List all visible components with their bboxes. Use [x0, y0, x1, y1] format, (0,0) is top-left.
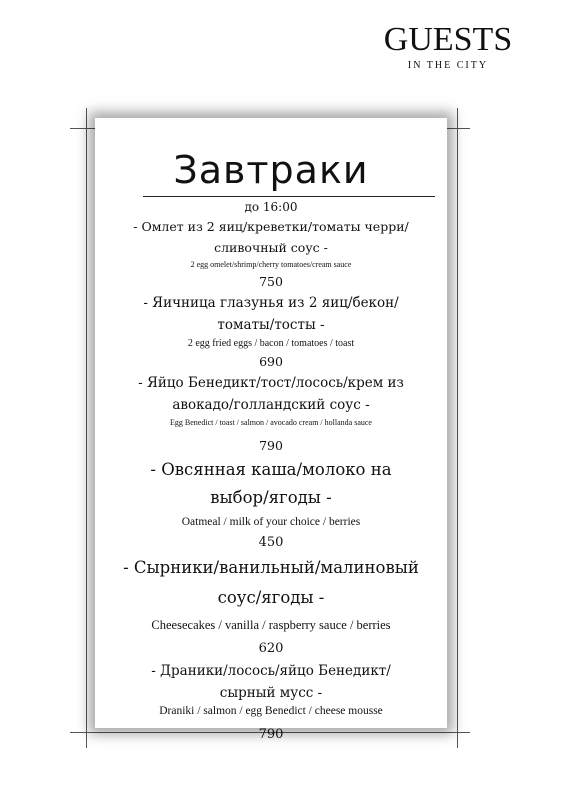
availability-time: до 16:00 — [244, 200, 298, 214]
item-name-ru-cont: сырный мусс - — [219, 685, 323, 701]
item-name-ru: - Яичница глазунья из 2 яиц/бекон/ — [143, 295, 399, 311]
item-name-ru: - Сырники/ванильный/малиновый — [123, 558, 419, 577]
menu-title: Завтраки — [173, 148, 369, 192]
menu-item — [95, 216, 447, 292]
brand-logo — [373, 22, 523, 71]
item-name-en: Draniki / salmon / egg Benedict / cheese mousse — [159, 705, 383, 717]
item-name-ru-cont: сливочный соус - — [214, 240, 328, 255]
item-name-ru: - Омлет из 2 яиц/креветки/томаты черри/ — [133, 219, 409, 234]
frame-line-right — [457, 108, 458, 748]
item-name-en: Cheesecakes / vanilla / raspberry sauce / berries — [151, 618, 391, 632]
item-name-ru: - Овсянная каша/молоко на — [150, 460, 392, 479]
item-price: 450 — [258, 535, 284, 550]
item-name-ru: - Драники/лосось/яйцо Бенедикт/ — [151, 663, 391, 679]
menu-item — [95, 660, 447, 746]
menu-item — [95, 456, 447, 554]
item-price: 790 — [259, 438, 283, 453]
menu-item — [95, 292, 447, 372]
item-name-ru-cont: выбор/ягоды - — [210, 488, 332, 507]
item-name-ru-cont: соус/ягоды - — [217, 588, 325, 607]
item-name-ru-cont: авокадо/голландский соус - — [172, 397, 370, 413]
item-price: 620 — [258, 641, 284, 656]
item-name-ru-cont: томаты/тосты - — [217, 317, 325, 333]
brand-tagline: IN THE CITY — [407, 60, 489, 71]
title-underline — [143, 196, 435, 197]
brand-name: GUESTS — [383, 21, 513, 58]
item-name-en: 2 egg omelet/shrimp/cherry tomatoes/cream sauce — [190, 260, 352, 269]
menu-item — [95, 372, 447, 456]
menu-list — [95, 198, 447, 746]
item-name-ru: - Яйцо Бенедикт/тост/лосось/крем из — [138, 375, 404, 391]
menu-item — [95, 554, 447, 660]
item-price: 690 — [259, 354, 283, 369]
menu-card — [95, 118, 447, 742]
item-price: 750 — [259, 274, 283, 289]
item-name-en: Egg Benedict / toast / salmon / avocado cream / hollanda sauce — [170, 418, 372, 427]
item-price: 790 — [258, 727, 284, 742]
item-name-en: 2 egg fried eggs / bacon / tomatoes / toast — [187, 338, 355, 349]
frame-line-left — [86, 108, 87, 748]
item-name-en: Oatmeal / milk of your choice / berries — [181, 516, 361, 528]
